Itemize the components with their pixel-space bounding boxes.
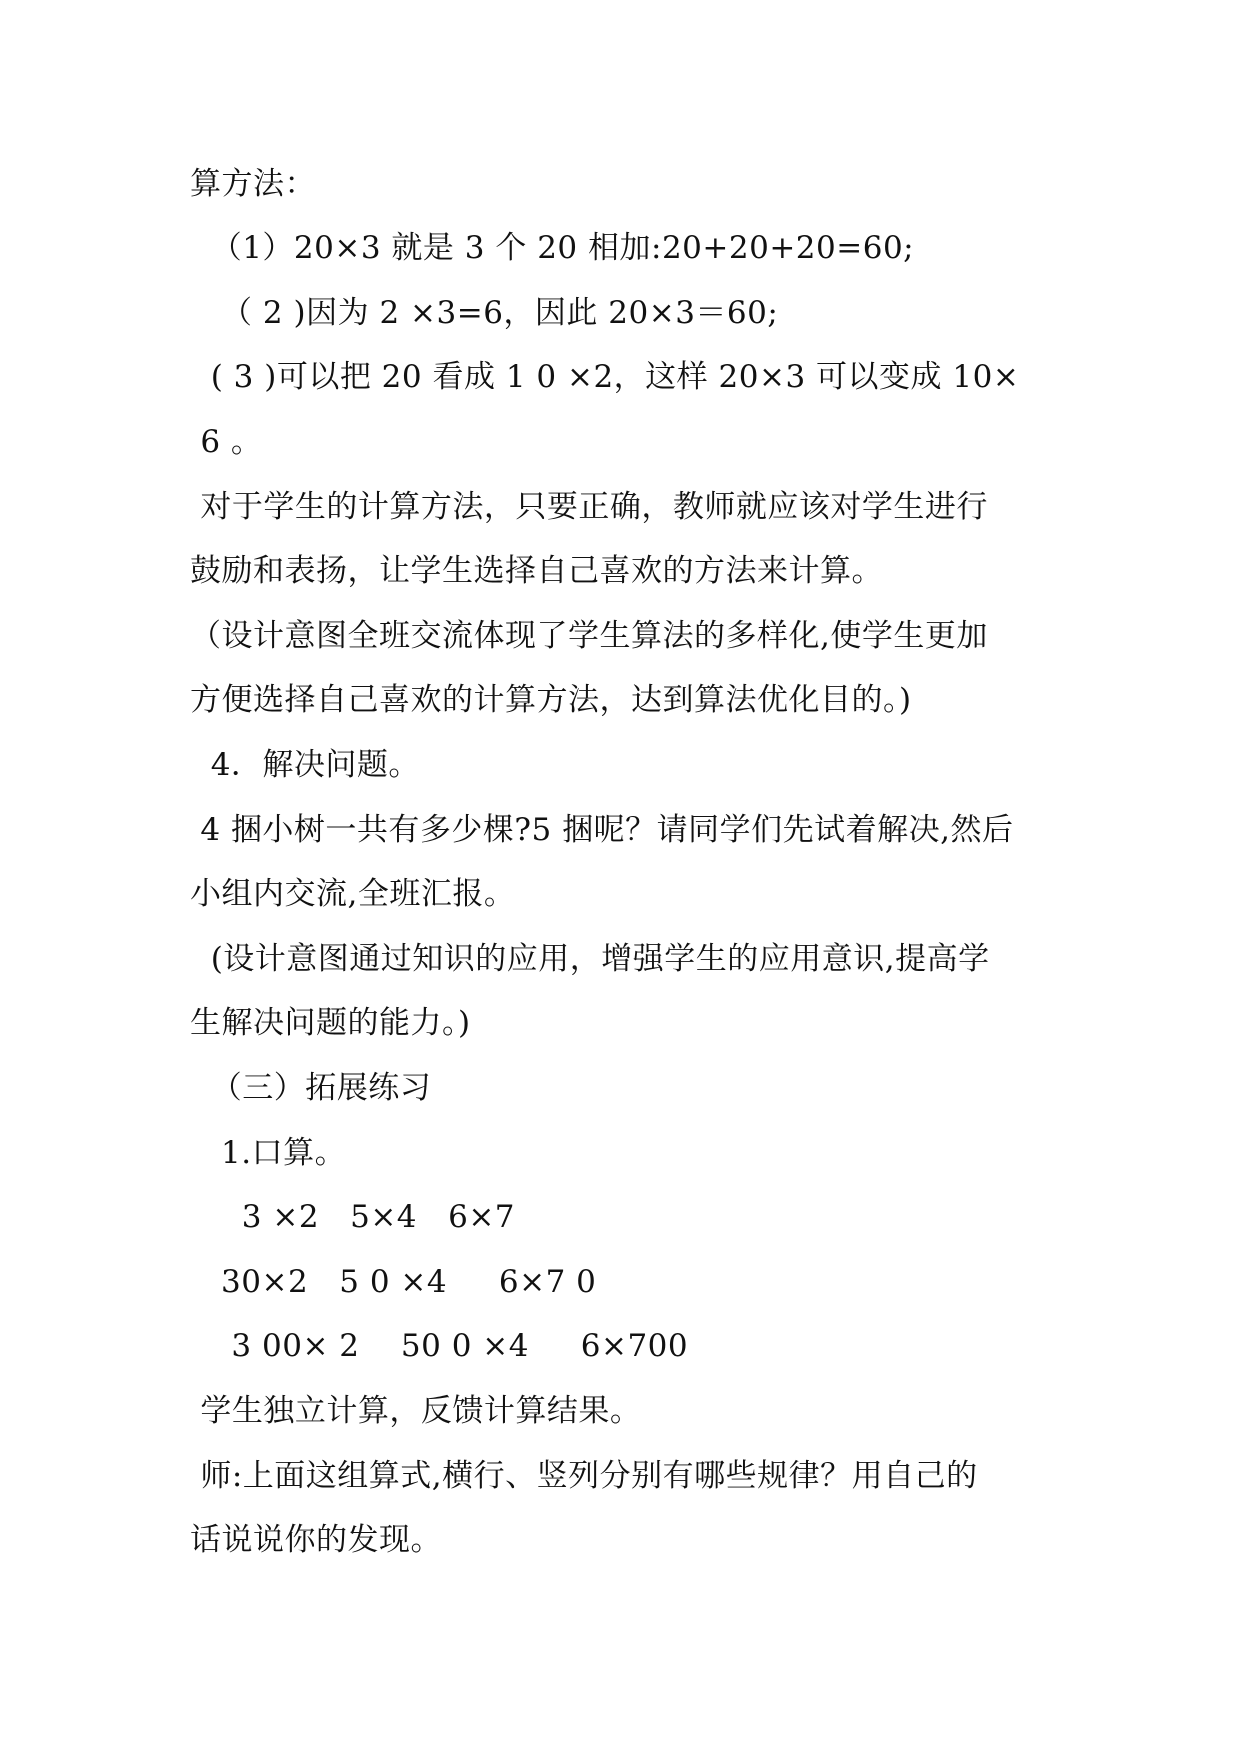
text-line-12: 小组内交流,全班汇报。 bbox=[190, 876, 516, 912]
text-line-22: 话说说你的发现。 bbox=[190, 1522, 442, 1558]
text-line-18: 30×2 5 0 ×4 6×7 0 bbox=[190, 1264, 597, 1300]
text-line-1: 算方法： bbox=[190, 166, 316, 202]
text-line-3: （ 2 )因为 2 ×3=6，因此 20×3＝60; bbox=[190, 295, 779, 331]
text-line-9: 方便选择自己喜欢的计算方法，达到算法优化目的。) bbox=[190, 682, 912, 718]
text-line-8: （设计意图全班交流体现了学生算法的多样化,使学生更加 bbox=[190, 618, 988, 654]
text-line-7: 鼓励和表扬，让学生选择自己喜欢的方法来计算。 bbox=[190, 553, 883, 589]
text-line-6: 对于学生的计算方法，只要正确，教师就应该对学生进行 bbox=[190, 489, 988, 525]
text-line-14: 生解决问题的能力。) bbox=[190, 1005, 471, 1041]
text-line-4: ( 3 )可以把 20 看成 1 0 ×2，这样 20×3 可以变成 10× bbox=[190, 359, 1020, 395]
text-line-13: (设计意图通过知识的应用，增强学生的应用意识,提高学 bbox=[190, 941, 990, 977]
text-line-11: 4 捆小树一共有多少棵?5 捆呢？请同学们先试着解决,然后 bbox=[190, 812, 1014, 848]
text-line-16: 1.口算。 bbox=[190, 1135, 347, 1171]
text-line-2: （1）20×3 就是 3 个 20 相加:20+20+20=60; bbox=[190, 230, 915, 266]
text-line-10: 4．解决问题。 bbox=[190, 747, 420, 783]
text-line-5: 6 。 bbox=[190, 424, 263, 460]
text-line-20: 学生独立计算，反馈计算结果。 bbox=[190, 1393, 642, 1429]
text-line-21: 师:上面这组算式,横行、竖列分别有哪些规律？用自己的 bbox=[190, 1458, 978, 1494]
text-line-17: 3 ×2 5×4 6×7 bbox=[190, 1199, 516, 1235]
text-line-15: （三）拓展练习 bbox=[190, 1070, 432, 1106]
text-line-19: 3 00× 2 50 0 ×4 6×700 bbox=[190, 1328, 689, 1364]
